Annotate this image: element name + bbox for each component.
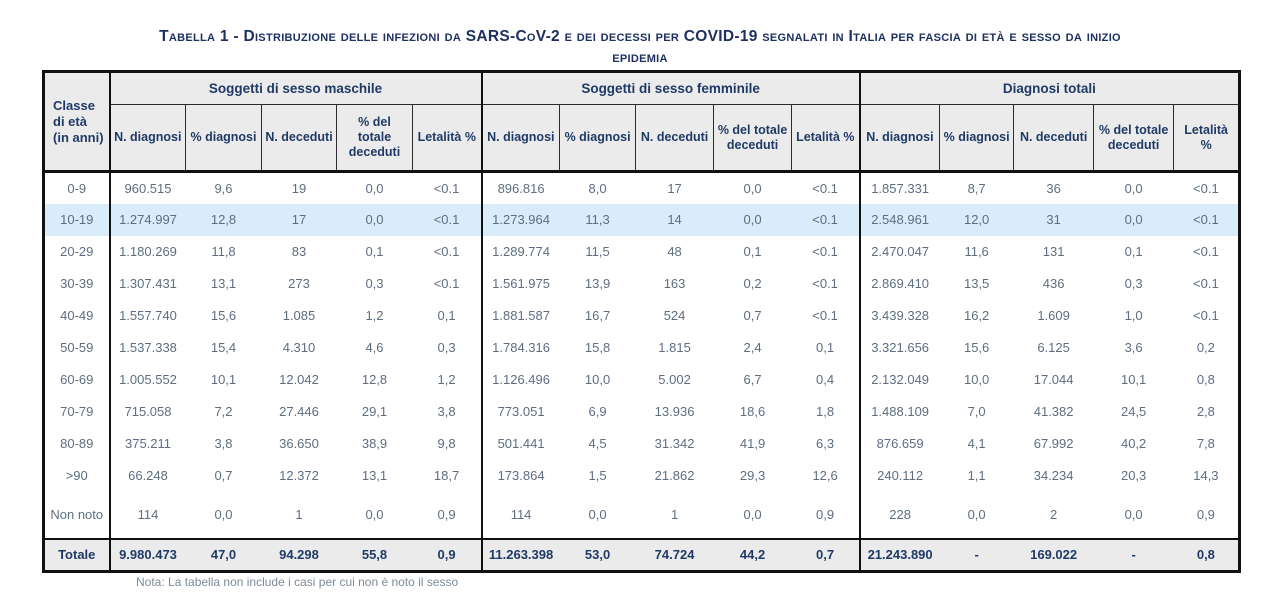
table-row xyxy=(44,236,1240,268)
cell-female: 896.816 xyxy=(482,172,560,204)
cell-total: 10,0 xyxy=(963,372,990,387)
cell-female: 21.862 xyxy=(654,468,695,483)
cell-male: 13,1 xyxy=(361,468,388,483)
cell-female: 13,9 xyxy=(584,276,611,291)
group-header-totals: Diagnosi totali xyxy=(860,72,1240,105)
cell-male: 9.980.473 xyxy=(110,539,186,572)
cell-female: 10,0 xyxy=(584,372,611,387)
cell-female: 0,1 xyxy=(743,244,762,259)
cell-total: 0,8 xyxy=(1196,372,1215,387)
cell-female: <0.1 xyxy=(812,244,838,259)
cell-female: 173.864 xyxy=(482,460,560,492)
table-body xyxy=(44,172,1240,572)
cell-female: 41,9 xyxy=(739,436,766,451)
cell-female: 12,6 xyxy=(812,468,838,483)
cell-male: 0,3 xyxy=(365,276,384,291)
cell-male: 0,3 xyxy=(437,340,456,355)
table-row xyxy=(44,268,1240,300)
sub-header-n-deceduti: N. deceduti xyxy=(262,105,337,172)
cell-total: 1.488.109 xyxy=(860,396,940,428)
cell-male: 0,1 xyxy=(365,244,384,259)
sub-header-pct-totale-deceduti: % del totale deceduti xyxy=(714,105,792,172)
cell-male: 4,6 xyxy=(365,340,384,355)
cell-male: 715.058 xyxy=(110,396,186,428)
cell-total: 7,0 xyxy=(967,404,986,419)
cell-female: 501.441 xyxy=(482,428,560,460)
row-age-label: 40-49 xyxy=(60,308,94,323)
cell-male: 1.557.740 xyxy=(110,300,186,332)
sub-header-n-deceduti: N. deceduti xyxy=(636,105,714,172)
cell-female: 11,5 xyxy=(585,244,610,259)
cell-female: 6,3 xyxy=(816,436,835,451)
cell-male: 0,0 xyxy=(214,507,233,522)
cell-total: 31 xyxy=(1014,204,1094,236)
cell-female: 16,7 xyxy=(584,308,611,323)
cell-male: 273 xyxy=(288,276,310,291)
cell-male: 66.248 xyxy=(110,460,186,492)
cell-male: 27.446 xyxy=(279,404,319,419)
cell-female: 6,9 xyxy=(588,404,607,419)
cell-male: 1.085 xyxy=(282,308,316,323)
cell-total: <0.1 xyxy=(1193,276,1219,291)
cell-total: 0,9 xyxy=(1196,507,1215,522)
cell-female: <0.1 xyxy=(812,276,838,291)
cell-male: <0.1 xyxy=(413,204,482,236)
cell-total: 2.132.049 xyxy=(860,364,940,396)
cell-total: 131 xyxy=(1042,244,1065,259)
cell-female: 0,1 xyxy=(816,340,835,355)
cell-male: 960.515 xyxy=(110,172,186,204)
cell-total: 3,6 xyxy=(1124,340,1143,355)
cell-total: 2.470.047 xyxy=(860,236,940,268)
cell-female: 48 xyxy=(667,244,682,259)
cell-male: 3,8 xyxy=(214,436,233,451)
cell-male: <0.1 xyxy=(433,244,460,259)
cell-total: 15,6 xyxy=(963,340,990,355)
cell-total: 1,0 xyxy=(1124,308,1143,323)
cell-male: 3,8 xyxy=(437,404,456,419)
group-header-female: Soggetti di sesso femminile xyxy=(482,72,860,105)
cell-male: 1.537.338 xyxy=(110,332,186,364)
sub-header-letalita: Letalità % xyxy=(413,105,482,172)
cell-male: <0.1 xyxy=(433,180,460,196)
cell-total: 20,3 xyxy=(1120,468,1147,483)
cell-total: 0,0 xyxy=(1094,204,1174,236)
cell-total: 228 xyxy=(860,492,940,539)
cell-male: 375.211 xyxy=(110,428,186,460)
table-row xyxy=(44,396,1240,428)
cell-male: 1,2 xyxy=(365,308,384,323)
cell-total: 14,3 xyxy=(1193,468,1219,483)
cell-male: 18,7 xyxy=(433,468,460,483)
cell-female: 114 xyxy=(482,492,560,539)
cell-total: 41.382 xyxy=(1033,404,1074,419)
cell-total: 6.125 xyxy=(1037,340,1070,355)
table-title-line2: epidemia xyxy=(612,49,668,66)
cell-female: 53,0 xyxy=(560,539,636,572)
cell-female: 0,7 xyxy=(743,308,762,323)
cell-total: 67.992 xyxy=(1033,436,1074,451)
cell-total: 8,7 xyxy=(967,180,986,196)
sub-header-pct-totale-deceduti: % del totale deceduti xyxy=(1094,105,1174,172)
cell-female: 1.881.587 xyxy=(482,300,560,332)
cell-total: 4,1 xyxy=(967,436,986,451)
cell-female: 1,5 xyxy=(588,468,607,483)
table-row xyxy=(44,428,1240,460)
cell-male: 1.307.431 xyxy=(110,268,186,300)
cell-female: 5.002 xyxy=(658,372,691,387)
cell-total: 12,0 xyxy=(940,204,1014,236)
cell-total: 36 xyxy=(1046,180,1061,196)
cell-total: 0,0 xyxy=(1124,180,1143,196)
cell-male: 36.650 xyxy=(279,436,319,451)
cell-total: 0,8 xyxy=(1174,539,1240,572)
table-row xyxy=(44,204,1240,236)
cell-male: 12.372 xyxy=(279,468,319,483)
sub-header-n-diagnosi: N. diagnosi xyxy=(860,105,940,172)
cell-female: 6,7 xyxy=(743,372,762,387)
cell-total: 7,8 xyxy=(1196,436,1215,451)
cell-male: 9,6 xyxy=(214,180,233,196)
cell-male: 1.005.552 xyxy=(110,364,186,396)
cell-total: 3.439.328 xyxy=(860,300,940,332)
row-age-label: 30-39 xyxy=(60,276,94,291)
cell-total: 169.022 xyxy=(1014,539,1094,572)
cell-total: 13,5 xyxy=(963,276,990,291)
cell-female: 11,3 xyxy=(560,204,636,236)
cell-female: 163 xyxy=(663,276,686,291)
cell-female: 773.051 xyxy=(482,396,560,428)
cell-female: 44,2 xyxy=(714,539,792,572)
cell-female: 1.126.496 xyxy=(482,364,560,396)
sub-header-pct-diagnosi: % diagnosi xyxy=(186,105,262,172)
cell-total: 0,0 xyxy=(1124,507,1143,522)
cell-female: 13.936 xyxy=(654,404,695,419)
cell-male: 0,0 xyxy=(337,204,413,236)
cell-female: 0,0 xyxy=(714,204,792,236)
cell-female: 1.815 xyxy=(658,340,691,355)
sub-header-n-diagnosi: N. diagnosi xyxy=(110,105,186,172)
cell-female: 1.289.774 xyxy=(482,236,560,268)
cell-male: 0,7 xyxy=(214,468,233,483)
cell-total: 17.044 xyxy=(1033,372,1074,387)
cell-male: 10,1 xyxy=(210,372,237,387)
table-row xyxy=(44,300,1240,332)
cell-total: 0,0 xyxy=(967,507,986,522)
cell-female: 4,5 xyxy=(588,436,607,451)
cell-male: 17 xyxy=(262,204,337,236)
corner-header: Classe di età (in anni) xyxy=(44,72,110,172)
cell-total: 34.234 xyxy=(1033,468,1074,483)
cell-total: 40,2 xyxy=(1120,436,1147,451)
cell-male: <0.1 xyxy=(433,276,460,291)
cell-female: 0,0 xyxy=(743,180,762,196)
cell-female: 0,7 xyxy=(792,539,860,572)
cell-male: 11,8 xyxy=(211,244,236,259)
cell-male: 0,9 xyxy=(413,539,482,572)
cell-female: 0,9 xyxy=(816,507,835,522)
cell-total: 11,6 xyxy=(964,244,989,259)
table-row xyxy=(44,364,1240,396)
row-age-label: 80-89 xyxy=(60,436,94,451)
cell-total: 1,1 xyxy=(967,468,986,483)
cell-female: 0,0 xyxy=(743,507,762,522)
cell-female: 2,4 xyxy=(743,340,762,355)
cell-female: 1 xyxy=(670,507,679,522)
sub-header-n-deceduti: N. deceduti xyxy=(1014,105,1094,172)
cell-female: 18,6 xyxy=(739,404,766,419)
cell-male: 7,2 xyxy=(214,404,233,419)
cell-male: 1 xyxy=(295,507,303,522)
sub-header-pct-totale-deceduti: % del totale deceduti xyxy=(337,105,413,172)
cell-male: 55,8 xyxy=(337,539,413,572)
cell-male: 1.180.269 xyxy=(110,236,186,268)
cell-male: 0,0 xyxy=(365,507,384,522)
row-age-label: >90 xyxy=(65,468,88,483)
cell-total: 3.321.656 xyxy=(860,332,940,364)
row-age-label: 60-69 xyxy=(60,372,94,387)
cell-male: 19 xyxy=(291,180,307,196)
sub-header-n-diagnosi: N. diagnosi xyxy=(482,105,560,172)
cell-total: 2.869.410 xyxy=(860,268,940,300)
cell-male: 9,8 xyxy=(437,436,456,451)
cell-male: 15,4 xyxy=(210,340,237,355)
cell-female: 29,3 xyxy=(739,468,766,483)
sub-header-letalita: Letalità % xyxy=(1174,105,1240,172)
cell-female: 1,8 xyxy=(816,404,835,419)
cell-female: 1.561.975 xyxy=(482,268,560,300)
cell-female: 74.724 xyxy=(636,539,714,572)
cell-total: 0,2 xyxy=(1196,340,1215,355)
sub-header-pct-diagnosi: % diagnosi xyxy=(560,105,636,172)
table-title xyxy=(60,26,1220,68)
cell-total: 2.548.961 xyxy=(860,204,940,236)
cell-male: 15,6 xyxy=(210,308,237,323)
cell-male: 13,1 xyxy=(210,276,237,291)
cell-female: <0.1 xyxy=(812,180,838,196)
cell-female: 1.273.964 xyxy=(482,204,560,236)
cell-total: 0,1 xyxy=(1124,244,1143,259)
cell-male: 47,0 xyxy=(186,539,262,572)
cell-male: 94.298 xyxy=(262,539,337,572)
cell-female: <0.1 xyxy=(812,308,838,323)
row-age-label: 50-59 xyxy=(60,340,94,355)
cell-male: 29,1 xyxy=(361,404,388,419)
cell-total: 2,8 xyxy=(1196,404,1215,419)
cell-female: 524 xyxy=(663,308,686,323)
group-header-male: Soggetti di sesso maschile xyxy=(110,72,482,105)
cell-female: 14 xyxy=(636,204,714,236)
cell-total: 21.243.890 xyxy=(860,539,940,572)
table-row xyxy=(44,332,1240,364)
cell-male: 0,9 xyxy=(437,507,456,522)
cell-female: 17 xyxy=(667,180,682,196)
group-header-row xyxy=(44,72,1240,105)
row-age-label: Totale xyxy=(44,539,110,572)
cell-male: 12,8 xyxy=(186,204,262,236)
cell-total: - xyxy=(940,539,1014,572)
cell-female: 1.784.316 xyxy=(482,332,560,364)
row-age-label: Non noto xyxy=(50,507,104,522)
cell-female: <0.1 xyxy=(792,204,860,236)
table-row xyxy=(44,492,1240,539)
cell-male: 12,8 xyxy=(361,372,388,387)
cell-total: 1.609 xyxy=(1037,308,1070,323)
sub-header-letalita: Letalità % xyxy=(792,105,860,172)
table-row xyxy=(44,172,1240,204)
cell-male: 4.310 xyxy=(282,340,316,355)
cell-male: 0,1 xyxy=(437,308,456,323)
cell-total: 24,5 xyxy=(1120,404,1147,419)
cell-total: 1.857.331 xyxy=(860,172,940,204)
table-title-line1: Tabella 1 - Distribuzione delle infezioni da SARS-CoV-2 e dei decessi per COVID-19 segnalati in Italia per fascia di età e sesso da inizio xyxy=(159,28,1121,45)
row-age-label: 10-19 xyxy=(44,204,110,236)
sub-header-row xyxy=(44,105,1240,172)
cell-female: 0,4 xyxy=(816,372,835,387)
cell-total: <0.1 xyxy=(1174,204,1240,236)
cell-total: 0,3 xyxy=(1124,276,1143,291)
cell-total: 10,1 xyxy=(1120,372,1147,387)
cell-total: <0.1 xyxy=(1193,308,1219,323)
cell-total: <0.1 xyxy=(1193,244,1219,259)
table-row xyxy=(44,460,1240,492)
cell-female: 0,2 xyxy=(743,276,762,291)
cell-male: 114 xyxy=(110,492,186,539)
cell-total: <0.1 xyxy=(1193,180,1219,196)
cell-total: 16,2 xyxy=(963,308,990,323)
cell-male: 0,0 xyxy=(365,180,384,196)
table-footnote: Nota: La tabella non include i casi per cui non è noto il sesso xyxy=(136,575,459,589)
cell-female: 31.342 xyxy=(654,436,695,451)
cell-total: 2 xyxy=(1050,507,1058,522)
table-row xyxy=(44,539,1240,572)
cell-total: 876.659 xyxy=(860,428,940,460)
cell-total: 240.112 xyxy=(860,460,940,492)
cell-female: 11.263.398 xyxy=(482,539,560,572)
cell-total: - xyxy=(1094,539,1174,572)
cell-female: 15,8 xyxy=(584,340,611,355)
cell-total: 436 xyxy=(1042,276,1065,291)
cell-male: 1.274.997 xyxy=(110,204,186,236)
cell-male: 83 xyxy=(291,244,307,259)
cell-male: 38,9 xyxy=(361,436,388,451)
cell-female: 0,0 xyxy=(588,507,607,522)
cell-female: 8,0 xyxy=(588,180,607,196)
row-age-label: 70-79 xyxy=(60,404,94,419)
row-age-label: 0-9 xyxy=(67,180,87,196)
cell-male: 12.042 xyxy=(279,372,319,387)
data-table xyxy=(42,70,1241,573)
cell-male: 1,2 xyxy=(437,372,456,387)
sub-header-pct-diagnosi: % diagnosi xyxy=(940,105,1014,172)
row-age-label: 20-29 xyxy=(60,244,94,259)
